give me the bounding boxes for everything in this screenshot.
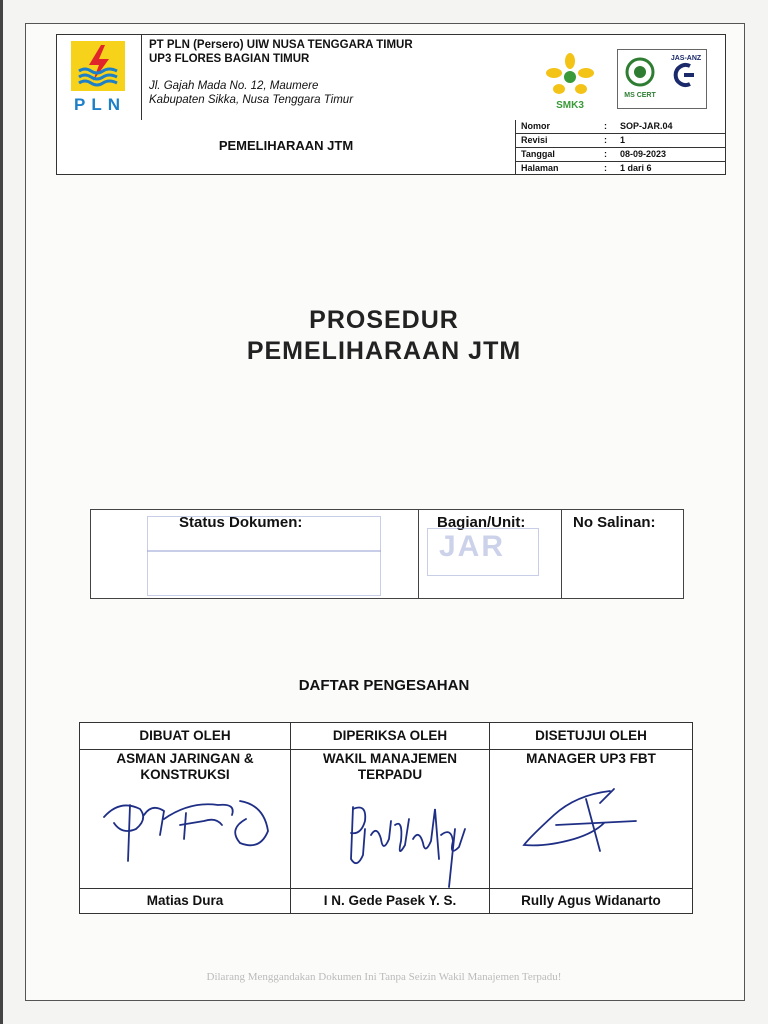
meta-value: 1 dari 6 — [620, 163, 652, 173]
meta-colon: : — [604, 163, 607, 173]
meta-colon: : — [604, 149, 607, 159]
meta-value: 1 — [620, 135, 626, 145]
meta-row — [516, 148, 725, 162]
signature — [100, 795, 275, 865]
meta-row — [516, 120, 725, 134]
pln-logo-text: PLN — [74, 95, 126, 114]
pln-logo-icon — [71, 41, 125, 91]
meta-key: Revisi — [521, 135, 548, 145]
unit-label: Bagian/Unit: — [437, 514, 526, 531]
logo-cell — [57, 35, 142, 121]
status-label: Status Dokumen: — [179, 514, 303, 531]
copy-restriction-note: Dilarang Menggandakan Dokumen Ini Tanpa Seizin Wakil Manajemen Terpadu! — [206, 971, 562, 983]
approval-column-checked — [291, 723, 490, 913]
doc-meta-table — [516, 120, 725, 175]
role-line-2: TERPADU — [357, 767, 423, 782]
meta-key: Tanggal — [521, 149, 555, 159]
meta-key: Halaman — [521, 163, 559, 173]
org-line-1: PT PLN (Persero) UIW NUSA TENGGARA TIMUR — [149, 39, 413, 51]
svg-text:JAS-ANZ: JAS-ANZ — [670, 55, 702, 62]
column-header: DISETUJUI OLEH — [490, 723, 692, 750]
smk3-logo-icon — [541, 51, 599, 111]
organization-address — [149, 79, 353, 107]
unit-cell — [419, 510, 562, 598]
meta-colon: : — [604, 135, 607, 145]
copy-cell — [562, 510, 683, 598]
column-header: DIPERIKSA OLEH — [291, 723, 489, 750]
role-line-2: KONSTRUKSI — [140, 767, 230, 782]
status-stamp-divider — [147, 550, 381, 552]
column-header: DIBUAT OLEH — [80, 723, 290, 750]
signature — [516, 785, 656, 859]
organization-name — [149, 38, 413, 66]
svg-text:SMK3: SMK3 — [556, 100, 584, 111]
meta-value: SOP-JAR.04 — [620, 121, 673, 131]
document-header — [56, 34, 726, 122]
approval-column-approved — [490, 723, 692, 913]
document-status-table — [90, 509, 684, 599]
role — [490, 751, 692, 767]
doc-title-cell — [57, 120, 516, 174]
copy-label: No Salinan: — [573, 514, 656, 531]
meta-colon: : — [604, 121, 607, 131]
role-line-1: WAKIL MANAJEMEN — [322, 751, 457, 766]
document-info-row — [56, 120, 726, 175]
meta-row — [516, 162, 725, 175]
role-line-1: ASMAN JARINGAN & — [116, 751, 254, 766]
main-title-line-2: PEMELIHARAAN JTM — [246, 337, 522, 365]
approval-table — [79, 722, 693, 914]
doc-title: PEMELIHARAAN JTM — [218, 138, 354, 153]
approval-column-created — [80, 723, 291, 913]
signer-name: Matias Dura — [80, 888, 290, 913]
role — [80, 751, 290, 783]
role-line-1: MANAGER UP3 FBT — [526, 751, 656, 766]
meta-key: Nomor — [521, 121, 550, 131]
address-line-1: Jl. Gajah Mada No. 12, Maumere — [149, 80, 319, 92]
status-cell — [91, 510, 419, 598]
status-stamp — [147, 516, 381, 596]
svg-text:MS CERT: MS CERT — [624, 92, 656, 99]
main-title-line-1: PROSEDUR — [309, 306, 459, 334]
org-line-2: UP3 FLORES BAGIAN TIMUR — [149, 53, 310, 65]
address-line-2: Kabupaten Sikka, Nusa Tenggara Timur — [149, 94, 354, 106]
meta-row — [516, 134, 725, 148]
meta-value: 08-09-2023 — [620, 149, 667, 159]
signature — [343, 799, 473, 891]
scan-edge — [0, 0, 3, 1024]
ms-cert-logo-icon — [617, 49, 707, 109]
approval-section-title: DAFTAR PENGESAHAN — [298, 677, 470, 694]
role — [291, 751, 489, 783]
signer-name: I N. Gede Pasek Y. S. — [291, 888, 489, 913]
unit-stamp-text: JAR — [439, 530, 506, 563]
signer-name: Rully Agus Widanarto — [490, 888, 692, 913]
